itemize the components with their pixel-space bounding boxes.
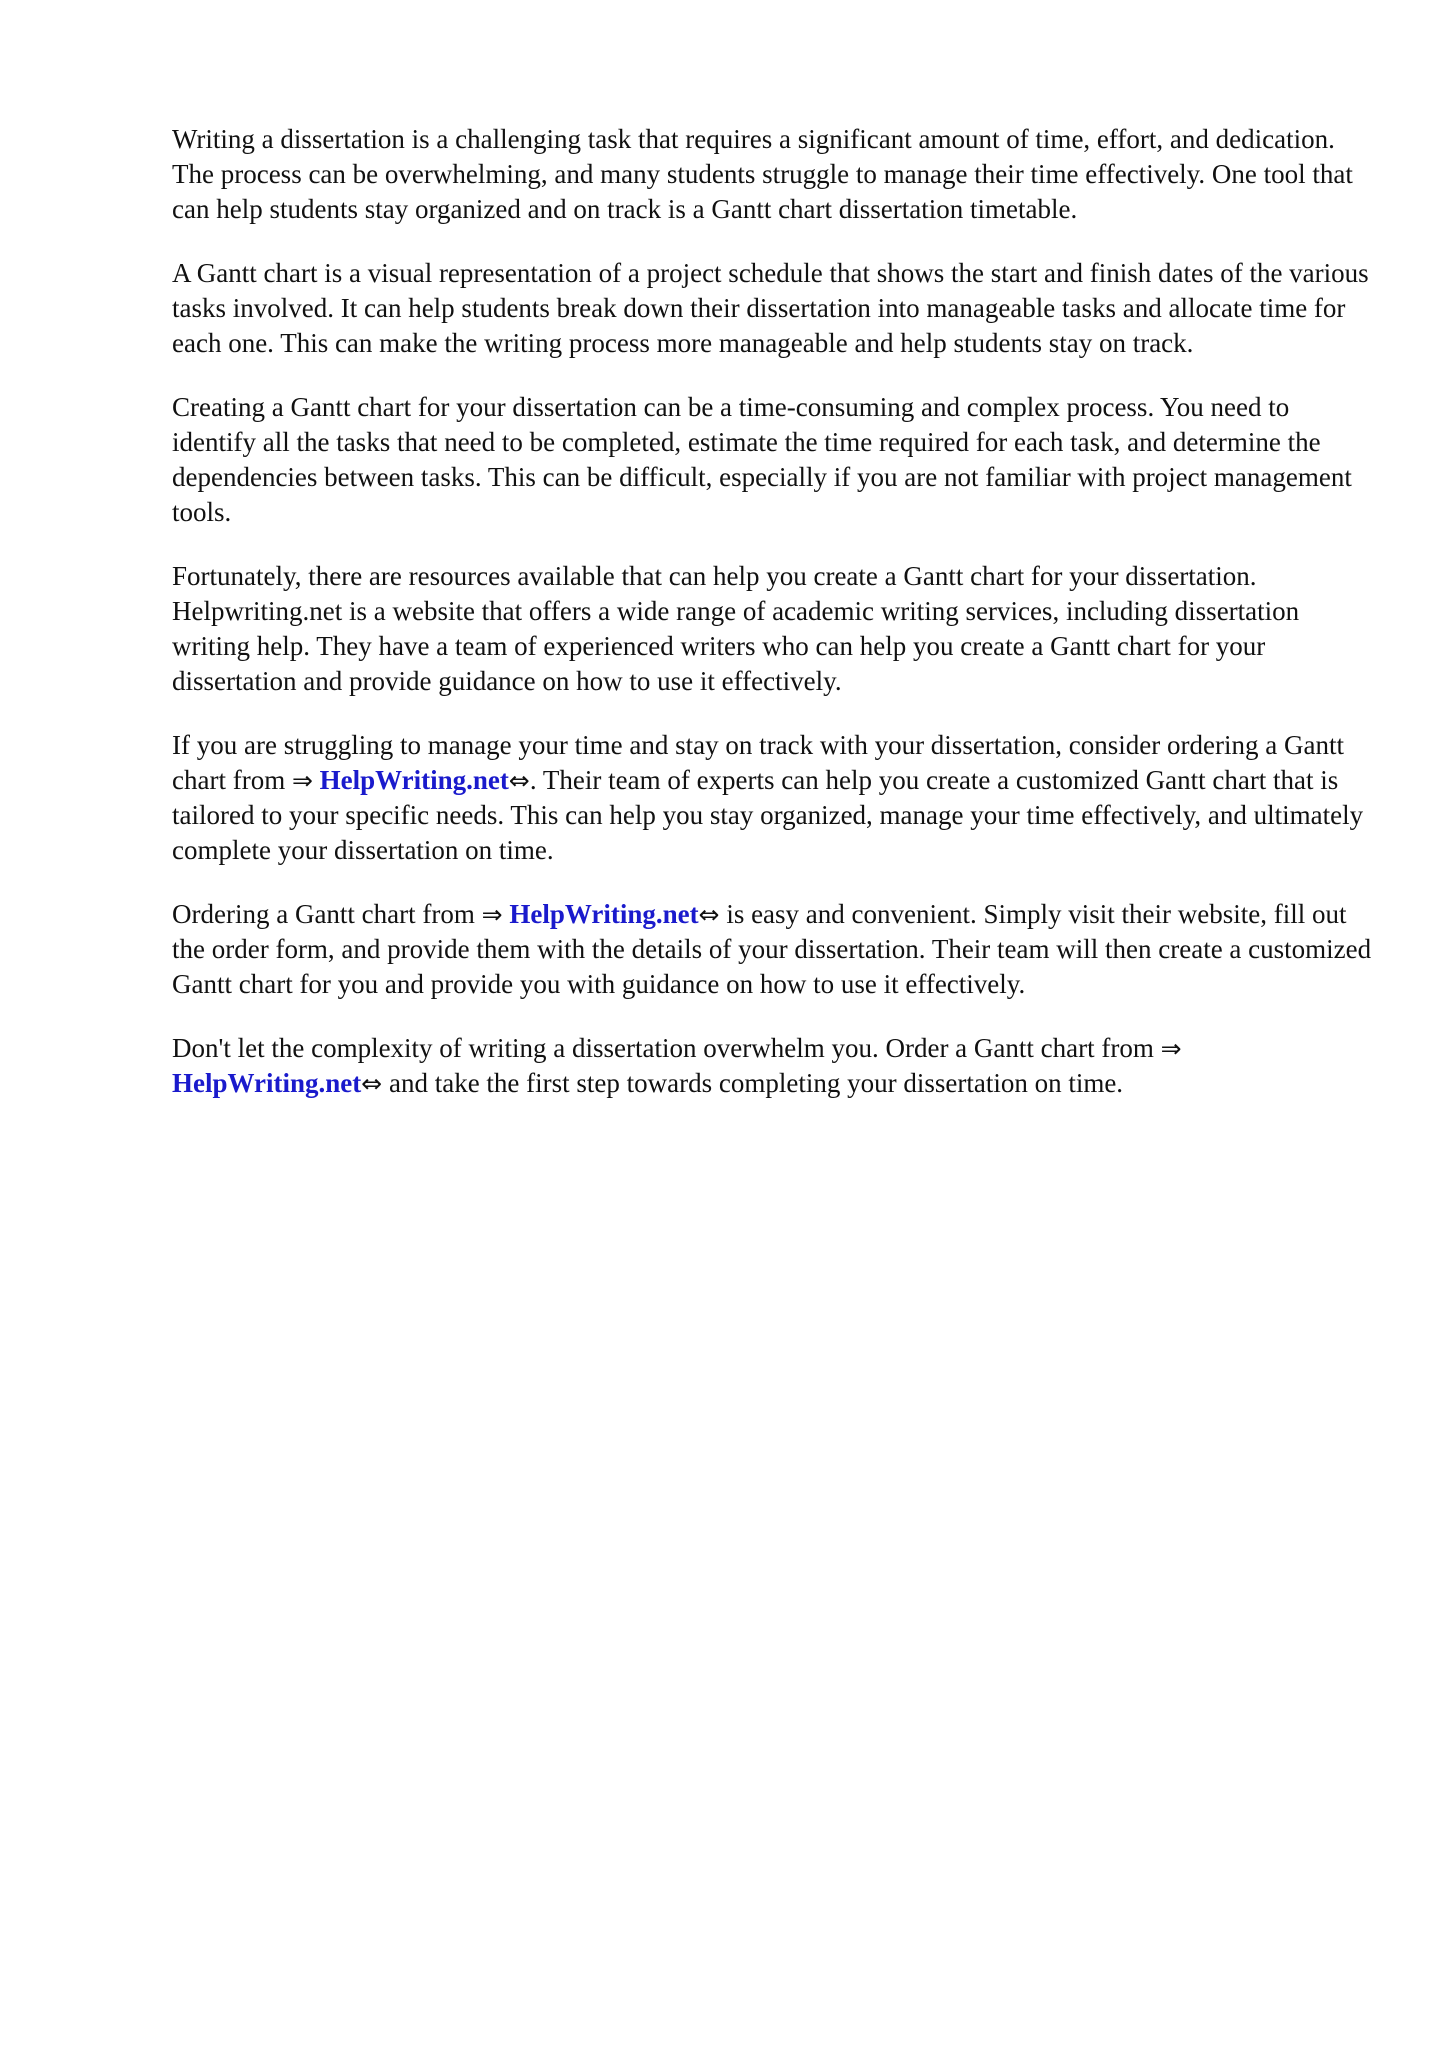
paragraph-text-after-link: is easy and convenient. Simply visit their website, fill out the order form, and provide them with the details of your dissertation. Their team will then create a customized Gantt chart for you and provide you with guidance on how to use it effectively. <box>172 899 1372 999</box>
right-arrow-icon: ⇒ <box>1160 1034 1182 1063</box>
paragraph-ordering-suggestion <box>172 728 1372 868</box>
helpwriting-link[interactable]: HelpWriting.net <box>319 765 509 795</box>
paragraph-gantt-definition: A Gantt chart is a visual representation of a project schedule that shows the start and finish dates of the various tasks involved. It can help students break down their dissertation into manageable tasks and allocate time for each one. This can make the writing process more manageable and help students stay on track. <box>172 258 1369 358</box>
paragraph-text-after-link: . Their team of experts can help you create a customized Gantt chart that is tailored to your specific needs. This can help you stay organized, manage your time effectively, and ultimately complete your dissertation on time. <box>172 765 1364 865</box>
paragraph-text-after-link: and take the first step towards completing your dissertation on time. <box>382 1068 1124 1098</box>
double-arrow-icon: ⇔ <box>361 1069 383 1098</box>
helpwriting-link[interactable]: HelpWriting.net <box>172 1068 362 1098</box>
paragraph-text-before-link: Don't let the complexity of writing a dissertation overwhelm you. Order a Gantt chart from <box>172 1033 1161 1063</box>
right-arrow-icon: ⇒ <box>291 766 313 795</box>
paragraph-resources: Fortunately, there are resources available that can help you create a Gantt chart for your dissertation. Helpwriting.net is a website that offers a wide range of academic writing services, including dissertation writing help. They have a team of experienced writers who can help you create a Gantt chart for your dissertation and provide guidance on how to use it effectively. <box>172 561 1300 696</box>
paragraph-creating-gantt: Creating a Gantt chart for your dissertation can be a time-consuming and complex process. You need to identify all the tasks that need to be completed, estimate the time required for each task, and determine the dependencies between tasks. This can be difficult, especially if you are not familiar with project management tools. <box>172 392 1352 527</box>
double-arrow-icon: ⇔ <box>698 900 720 929</box>
paragraph-ordering-process <box>172 897 1372 1002</box>
right-arrow-icon: ⇒ <box>481 900 503 929</box>
helpwriting-link[interactable]: HelpWriting.net <box>509 899 699 929</box>
paragraph-intro: Writing a dissertation is a challenging task that requires a significant amount of time, effort, and dedication. The process can be overwhelming, and many students struggle to manage their time effectively. One tool that can help students stay organized and on track is a Gantt chart dissertation timetable. <box>172 124 1353 224</box>
paragraph-text-before-link: If you are struggling to manage your time and stay on track with your dissertation, consider ordering a Gantt chart from <box>172 730 1344 795</box>
double-arrow-icon: ⇔ <box>508 766 530 795</box>
paragraph-text-before-link: Ordering a Gantt chart from <box>172 899 482 929</box>
paragraph-closing <box>172 1031 1372 1101</box>
document-body <box>172 122 1372 1130</box>
